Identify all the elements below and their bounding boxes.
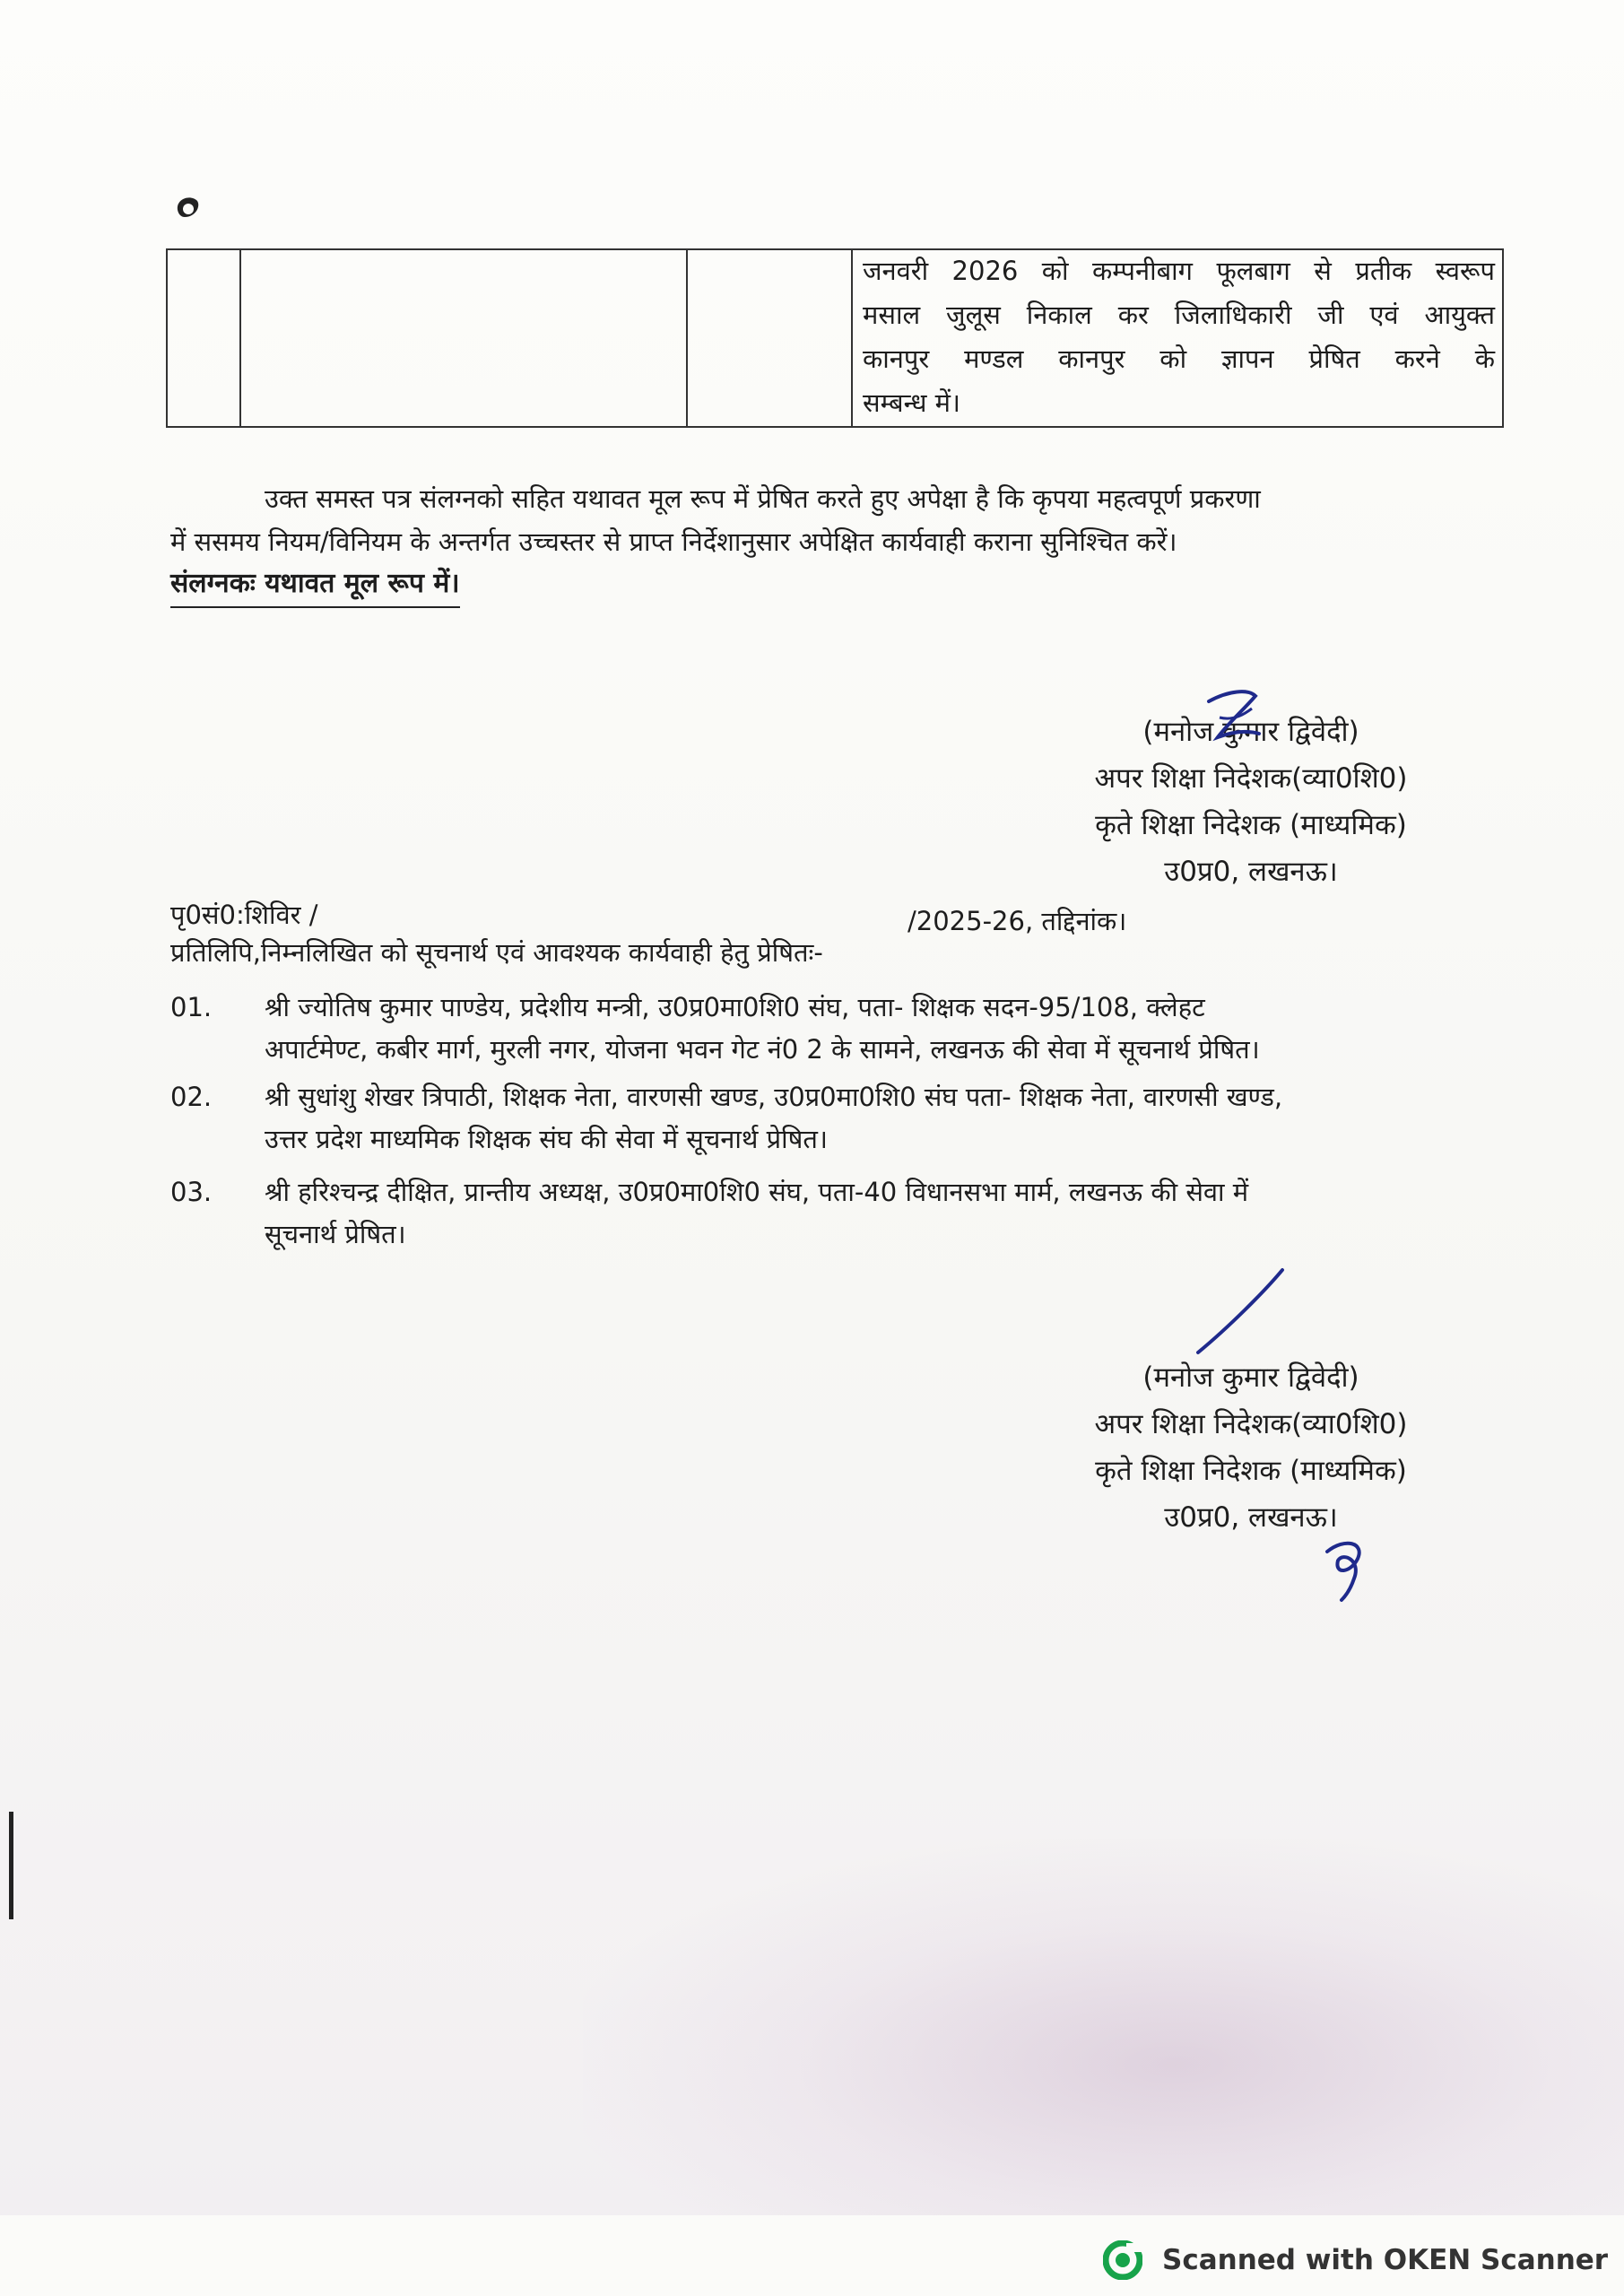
signatory-place: उ0प्र0, लखनऊ। (1164, 856, 1338, 888)
list-item (170, 987, 1489, 1076)
body-paragraph (170, 477, 1480, 563)
list-item-line: सूचनार्थ प्रेषित। (265, 1219, 406, 1249)
list-item-line: श्री ज्योतिष कुमार पाण्डेय, प्रदेशीय मन्त्री, उ0प्र0मा0शि0 संघ, पता- शिक्षक सदन-95/108, क्लेहट (265, 992, 1205, 1022)
list-item-number: 03. (170, 1177, 213, 1207)
handwritten-initial (1318, 1534, 1381, 1605)
reference-number: पृ0सं0:शिविर / (170, 900, 318, 930)
signatory-name: (मनोज कुमार द्विवेदी) (1142, 1361, 1359, 1394)
signature-block-2 (1049, 1354, 1453, 1541)
list-item (170, 1171, 1489, 1261)
table-cell-line: सम्बन्ध में। (863, 387, 961, 418)
list-item-line: श्री सुधांशु शेखर त्रिपाठी, शिक्षक नेता, वारणसी खण्ड, उ0प्र0मा0शि0 संघ पता- शिक्षक नेता, वारणसी खण्ड, (265, 1082, 1283, 1112)
signatory-place: उ0प्र0, लखनऊ। (1164, 1501, 1338, 1534)
table-cell-line: मसाल जुलूस निकाल कर जिलाधिकारी जी एवं आयुक्त (863, 300, 1495, 330)
signatory-on-behalf: कृते शिक्षा निदेशक (माध्यमिक) (1095, 1455, 1407, 1487)
copy-intro: प्रतिलिपि,निम्नलिखित को सूचनार्थ एवं आवश्यक कार्यवाही हेतु प्रेषितः- (170, 937, 823, 968)
table-cell-line: जनवरी 2026 को कम्पनीबाग फूलबाग से प्रतीक स्वरूप (863, 256, 1495, 286)
handwritten-signature-1 (1193, 682, 1273, 762)
list-item-line: उत्तर प्रदेश माध्यमिक शिक्षक संघ की सेवा में सूचनार्थ प्रेषित। (265, 1124, 828, 1154)
reference-date: /2025-26, तद्दिनांक। (908, 906, 1127, 936)
list-item (170, 1076, 1489, 1166)
table-cell-line: कानपुर मण्डल कानपुर को ज्ञापन प्रेषित करने के (863, 344, 1495, 374)
signatory-on-behalf: कृते शिक्षा निदेशक (माध्यमिक) (1095, 809, 1407, 841)
scanner-logo-icon (1103, 2240, 1142, 2280)
list-item-line: अपार्टमेण्ट, कबीर मार्ग, मुरली नगर, योजना भवन गेट नं0 2 के सामने, लखनऊ की सेवा में सूचनार्थ प्रेषित। (265, 1034, 1260, 1065)
paragraph-line: उक्त समस्त पत्र संलग्नको सहित यथावत मूल रूप में प्रेषित करते हुए अपेक्षा है कि कृपया महत्वपूर्ण प्रकरणा (265, 483, 1261, 514)
table-column-divider (851, 250, 853, 426)
list-item-number: 01. (170, 992, 213, 1022)
signatory-designation: अपर शिक्षा निदेशक(व्या0शि0) (1094, 762, 1408, 795)
handwritten-stroke-2 (1193, 1265, 1291, 1363)
scan-edge-mark (9, 1812, 13, 1919)
signatory-designation: अपर शिक्षा निदेशक(व्या0शि0) (1094, 1408, 1408, 1440)
table-cell-subject (863, 249, 1495, 425)
paper-stain (583, 1839, 1624, 2215)
list-item-line: श्री हरिश्चन्द्र दीक्षित, प्रान्तीय अध्यक्ष, उ0प्र0मा0शि0 संघ, पता-40 विधानसभा मार्म, लखनऊ की सेवा में (265, 1177, 1249, 1207)
scanner-text: Scanned with OKEN Scanner (1162, 2244, 1609, 2276)
list-item-number: 02. (170, 1082, 213, 1112)
paragraph-line: में ससमय नियम/विनियम के अन्तर्गत उच्चस्तर से प्राप्त निर्देशानुसार अपेक्षित कार्यवाही कराना सुनिश्चित करें। (170, 526, 1177, 557)
table-column-divider (239, 250, 241, 426)
signatory-name: (मनोज कुमार द्विवेदी) (1142, 716, 1359, 748)
table-column-divider (686, 250, 688, 426)
enclosure-note: संलग्नकः यथावत मूल रूप में। (170, 563, 460, 608)
punch-hole-mark (170, 190, 206, 226)
scanner-footer (1103, 2233, 1608, 2287)
